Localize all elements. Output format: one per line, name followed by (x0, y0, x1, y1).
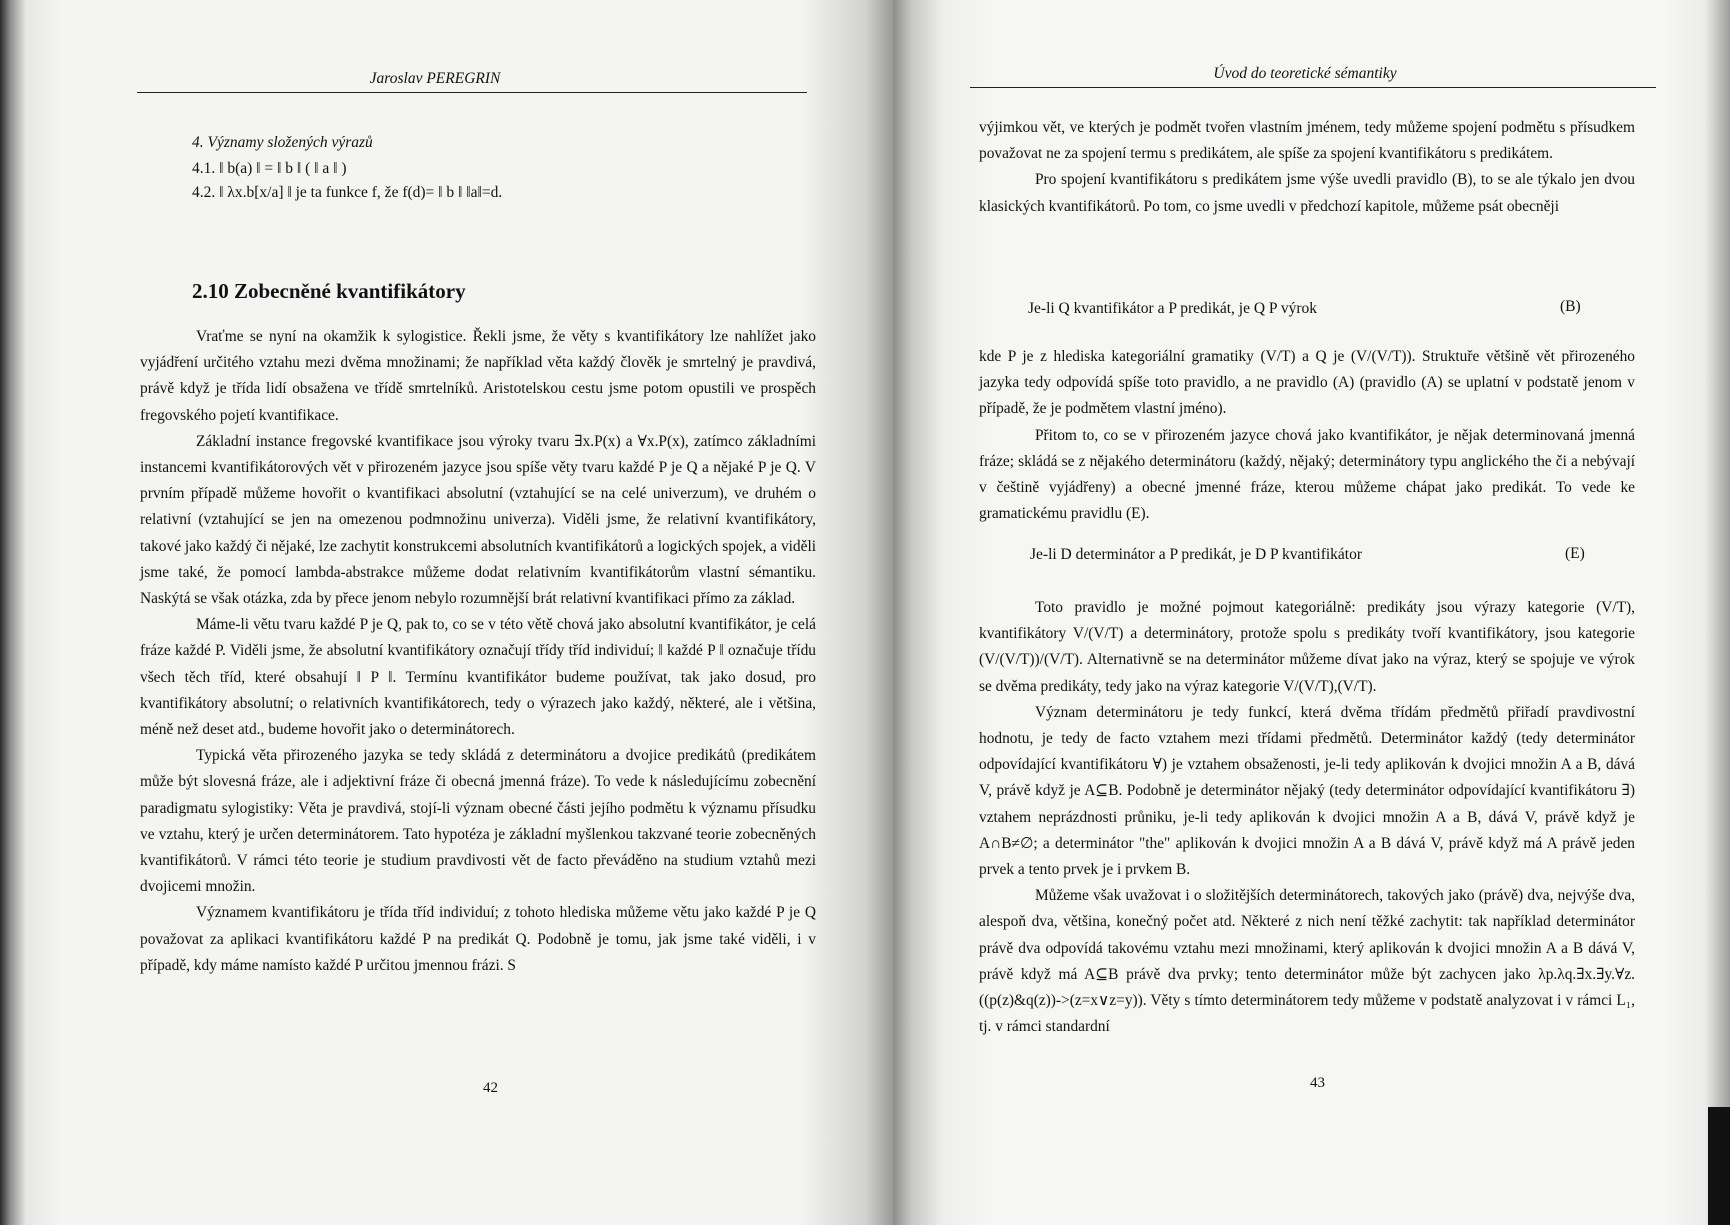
paragraph: Máme-li větu tvaru každé P je Q, pak to, co se v této větě chová jako absolutní kvantifikátor, je celá fráze každé P. Viděli jsme, že absolutní kvantifikátory označují třídy tříd individuí; ‖ každé P ‖ označuje třídu všech těch tříd, které obsahují ‖ P ‖. Termínu kvantifikátor budeme používat, tak jako dosud, pro kvantifikátory absolutní; o relativních kvantifikátorech, tedy o výrazech jako každý, některé, ale i většina, méně než deset atd., budeme hovořit jako o determinátorech. (140, 616, 816, 739)
scan-shadow (1708, 1107, 1730, 1225)
page-number-right: 43 (1310, 1075, 1325, 1091)
paragraph: Můžeme však uvažovat i o složitějších determinátorech, takových jako (právě) dva, nejvýše dva, alespoň dva, většina, konečný počet atd. Některé z nich není těžké zachytit: tak například determinátor právě dva odpovídá takovému vztahu mezi množinami, který aplikován k dvojici množin A a B dává V, právě když má A⊆B právě dva prvky; tento determinátor může být zachycen jako λp.λq.∃x.∃y.∀z.((p(z)&q(z))->(z=x∨z=y)). Věty s tímto determinátorem tedy můžeme v podstatě analyzovat i v rámci L₁, tj. v rámci standardní (979, 887, 1635, 1036)
running-head-left: Jaroslav PEREGRIN (369, 70, 501, 87)
left-body (140, 324, 816, 979)
rule-e-text: Je-li D determinátor a P predikát, je D P kvantifikátor (1030, 546, 1363, 563)
rule-b-label: (B) (1560, 298, 1581, 315)
right-page (893, 0, 1730, 1225)
header-rule-right (970, 87, 1656, 88)
list-item: 4.2. ‖ λx.b[x/a] ‖ je ta funkce f, že f(d)= ‖ b ‖ ‖a‖=d. (192, 184, 503, 201)
rule-e-label: (E) (1565, 545, 1585, 562)
right-body-middle (979, 344, 1635, 527)
header-rule-left (137, 92, 807, 93)
paragraph: Významem kvantifikátoru je třída tříd individuí; z tohoto hlediska můžeme větu jako každé P je Q považovat za aplikaci kvantifikátoru každé P na predikát Q. Podobně je tomu, jak jsme také viděli, i v případě, kdy máme namísto každé P určitou jmennou frázi. S (140, 904, 816, 974)
paragraph: Toto pravidlo je možné pojmout kategoriálně: predikáty jsou výrazy kategorie (V/T), kvantifikátory V/(V/T) a determinátory, protože spolu s predikáty tvoří kvantifikátory, jsou kategorie (V/(V/T))/(V/T). Alternativně se na determinátor můžeme dívat jako na výraz, který se spojuje ve výrok se dvěma predikáty, tedy jako na výraz kategorie V/(V/T),(V/T). (979, 599, 1635, 695)
right-body-top (979, 115, 1635, 220)
list-item: 4.1. ‖ b(a) ‖ = ‖ b ‖ ( ‖ a ‖ ) (192, 160, 347, 177)
right-body-bottom (979, 595, 1635, 1040)
paragraph: Význam determinátoru je tedy funkcí, která dvěma třídám předmětů přiřadí pravdivostní hodnotu, je tedy de facto vztahem mezi třídami předmětů. Determinátor každý (tedy determinátor odpovídající kvantifikátoru ∀) je vztahem obsaženosti, je-li tedy aplikován k dvojici množin A a B, dává V, právě když je A⊆B. Podobně je determinátor nějaký (tedy determinátor odpovídající kvantifikátoru ∃) vztahem neprázdnosti průniku, je-li tedy aplikován k dvojici množin A a B, dává V, právě když je A∩B≠∅; a determinátor "the" aplikován k dvojici množin A a B dává V, právě když má A právě jeden prvek a tento prvek je i prvkem B. (979, 703, 1635, 879)
paragraph: Pro spojení kvantifikátoru s predikátem jsme výše uvedli pravidlo (B), to se ale týkalo jen dvou klasických kvantifikátorů. Po tom, co jsme uvedli v předchozí kapitole, můžeme psát obecněji (979, 171, 1635, 215)
paragraph: Vraťme se nyní na okamžik k sylogistice. Řekli jsme, že věty s kvantifikátory lze nahlížet jako vyjádření určitého vztahu mezi dvěma množinami; že například věta každý člověk je smrtelný je pravdivá, právě když je třída lidí obsažena ve třídě smrtelníků. Aristotelskou cestu jsme potom opustili ve prospěch fregovského pojetí kvantifikace. (140, 328, 816, 424)
paragraph: Základní instance fregovské kvantifikace jsou výroky tvaru ∃x.P(x) a ∀x.P(x), zatímco základními instancemi kvantifikátorových vět v přirozeném jazyce jsou spíše věty tvaru každé P je Q a nějaké P je Q. V prvním případě můžeme hovořit o kvantifikaci absolutní (vztahující se na celé univerzum), ve druhém o relativní (vztahující se jen na omezenou podmnožinu univerza). Viděli jsme, že relativní kvantifikátory, takové jako každý či nějaké, lze zachytit konstrukcemi absolutních kvantifikátorů a logických spojek, a viděli jsme také, že pomocí lambda-abstrakce můžeme dodat relativním kvantifikátorům vlastní sémantiku. Naskýtá se však otázka, zda by přece jenom nebylo rozumnější brát relativní kvantifikaci přímo za základ. (140, 432, 816, 608)
page-number-left: 42 (483, 1080, 498, 1096)
rule-b-text: Je-li Q kvantifikátor a P predikát, je Q P výrok (1028, 300, 1317, 317)
paragraph: Přitom to, co se v přirozeném jazyce chová jako kvantifikátor, je nějak determinovaná jmenná fráze; skládá se z nějakého determinátoru (každý, nějaký; determinátory typu anglického the či a nebývají v češtině vyjádřeny) a obecné jmenné fráze, kterou můžeme chápat jako predikát. To vede ke gramatickému pravidlu (E). (979, 426, 1635, 523)
paragraph: výjimkou vět, ve kterých je podmět tvořen vlastním jménem, tedy můžeme spojení podmětu s přísudkem považovat ne za spojení termu s predikátem, ale spíše za spojení kvantifikátoru s predikátem. (979, 119, 1635, 163)
paragraph: Typická věta přirozeného jazyka se tedy skládá z determinátoru a dvojice predikátů (predikátem může být slovesná fráze, ale i adjektivní fráze či obecná jmenná fráze). To vede k následujícímu zobecnění paradigmatu sylogistiky: Věta je pravdivá, stojí-li význam obecné části jejího podmětu k významu přísudku ve vztahu, který je určen determinátorem. Tato hypotéza je základní myšlenkou takzvané teorie zobecněných kvantifikátorů. V rámci této teorie je studium pravdivosti vět de facto převáděno na studium vztahů mezi dvojicemi množin. (140, 747, 816, 896)
paragraph: kde P je z hlediska kategoriální gramatiky (V/T) a Q je (V/(V/T)). Struktuře většině vět přirozeného jazyka tedy odpovídá spíše toto pravidlo, a ne pravidlo (A) (pravidlo (A) se uplatní v podstatě jenom v případě, že je podmětem vlastní jméno). (979, 348, 1635, 418)
section-heading: 2.10 Zobecněné kvantifikátory (192, 279, 466, 303)
running-head-right: Úvod do teoretické sémantiky (1213, 65, 1397, 82)
list-title: 4. Významy složených výrazů (192, 134, 373, 151)
